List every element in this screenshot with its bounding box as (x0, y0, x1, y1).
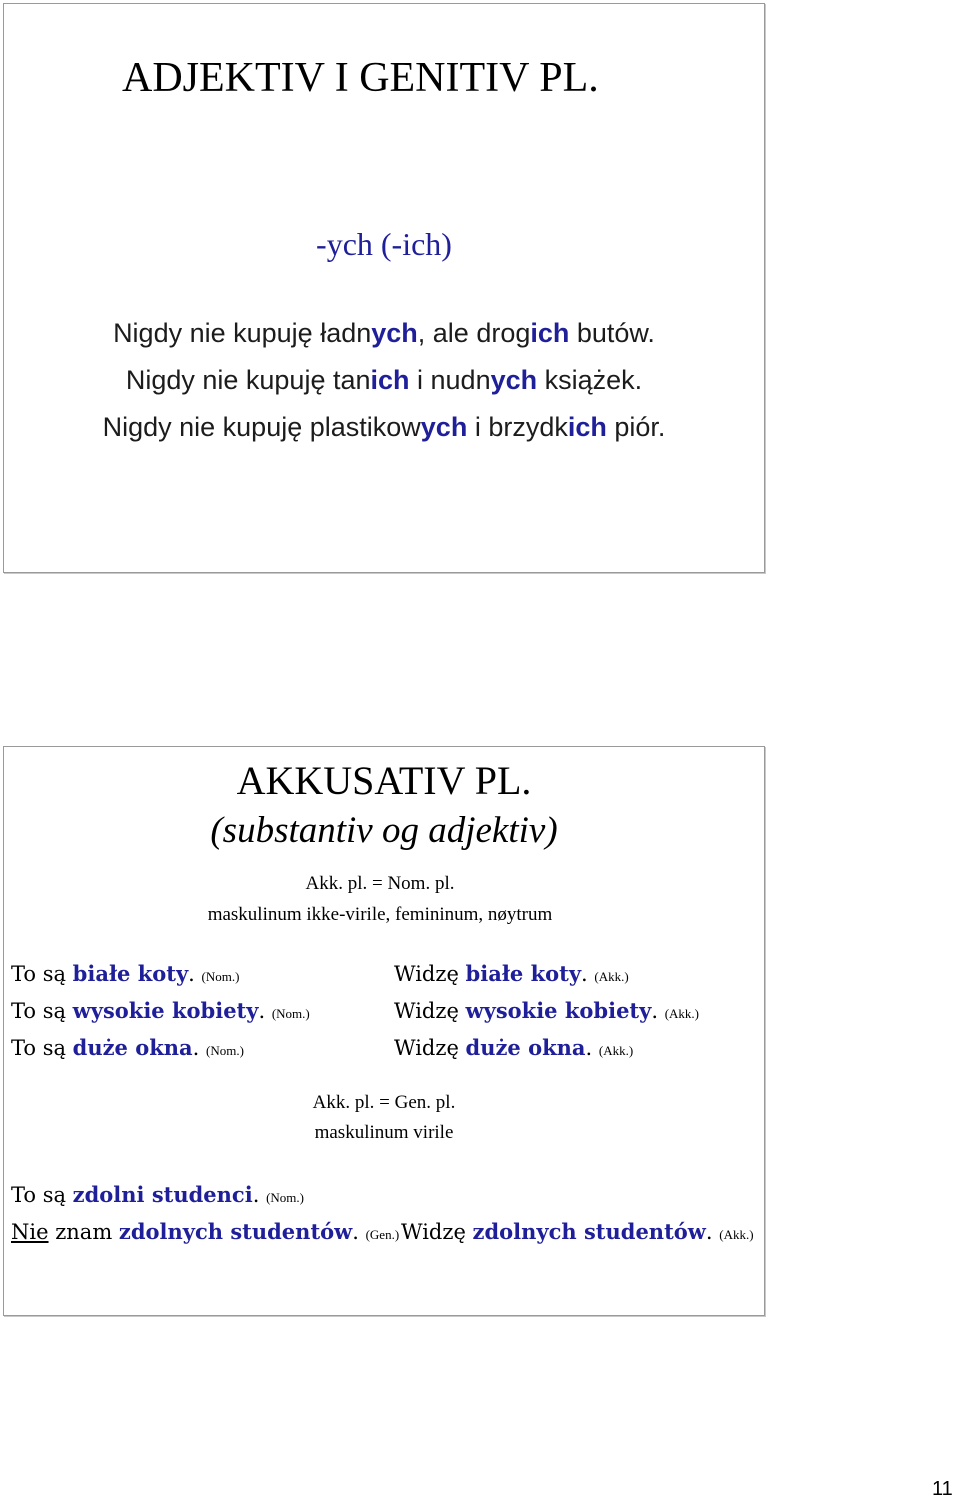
example-sentence-2: Nigdy nie kupuję tanich i nudnych książek. (125, 365, 643, 395)
rule-akk-gen-note: maskulinum virile (314, 1122, 454, 1143)
rule-akk-nom-note: maskulinum ikke-virile, femininum, nøytrum (207, 904, 553, 925)
nom-example-2: To są wysokie kobiety. (Nom.) (11, 998, 310, 1023)
rule-akk-gen: Akk. pl. = Gen. pl. (312, 1092, 456, 1113)
slide-title: AKKUSATIV PL. (236, 758, 532, 803)
slide-genitive (3, 3, 765, 573)
nom-example-3: To są duże okna. (Nom.) (11, 1035, 244, 1060)
ending-subtitle: -ych (-ich) (316, 226, 452, 262)
virile-akk-example: Widzę zdolnych studentów. (Akk.) (401, 1219, 754, 1244)
nom-example-1: To są białe koty. (Nom.) (11, 961, 240, 986)
virile-nom-example: To są zdolni studenci. (Nom.) (11, 1182, 304, 1207)
slide-accusative (3, 746, 765, 1316)
page-number: 11 (932, 1478, 953, 1500)
slide-subtitle: (substantiv og adjektiv) (210, 810, 558, 851)
example-sentence-3: Nigdy nie kupuję plastikowych i brzydkich piór. (102, 412, 666, 442)
akk-example-2: Widzę wysokie kobiety. (Akk.) (394, 998, 699, 1023)
akk-example-1: Widzę białe koty. (Akk.) (394, 961, 629, 986)
rule-akk-nom: Akk. pl. = Nom. pl. (305, 873, 455, 894)
slide-title: ADJEKTIV I GENITIV PL. (122, 55, 599, 101)
example-sentence-1: Nigdy nie kupuję ładnych, ale drogich butów. (113, 318, 655, 348)
virile-gen-example: Nie znam zdolnych studentów. (Gen.) (11, 1219, 400, 1244)
akk-example-3: Widzę duże okna. (Akk.) (394, 1035, 634, 1060)
